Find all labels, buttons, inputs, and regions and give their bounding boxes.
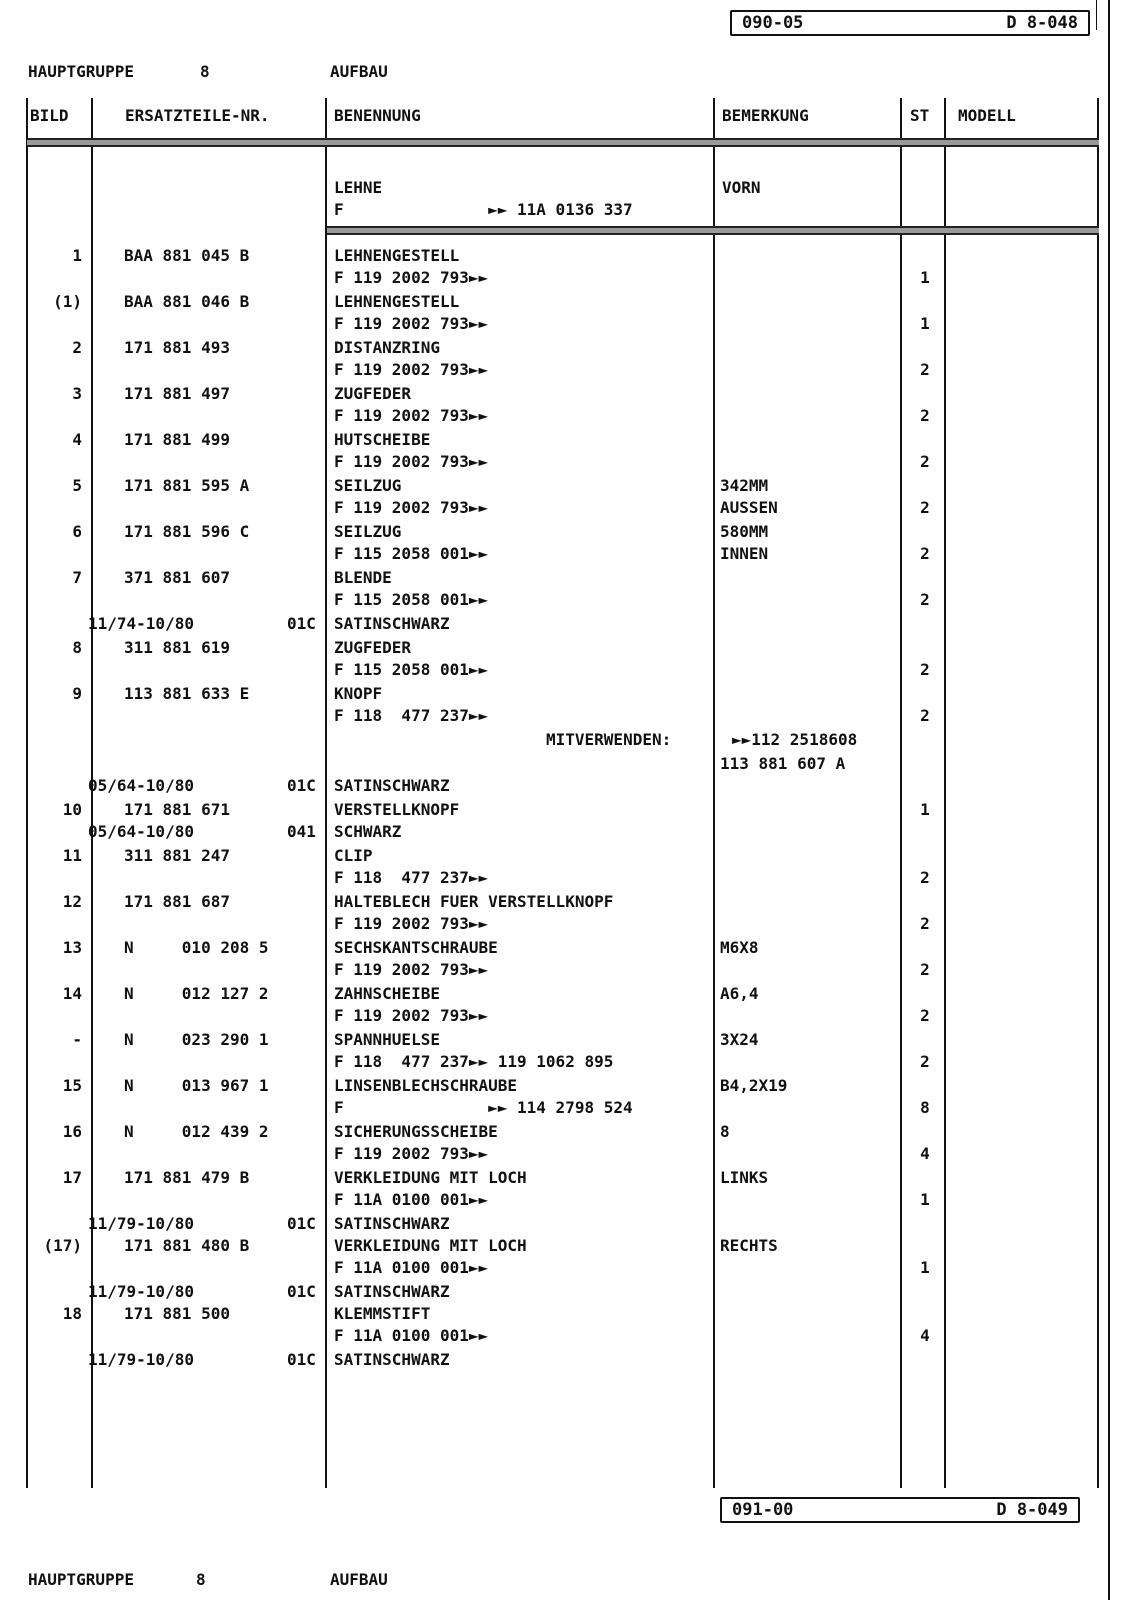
color-line-1-code: 01C xyxy=(287,614,316,633)
col-header-bild: BILD xyxy=(30,106,69,125)
group-label: HAUPTGRUPPE xyxy=(28,62,134,81)
row-6-part-number: 171 881 595 A xyxy=(124,476,250,495)
row-8-part-number: 371 881 607 xyxy=(124,568,230,587)
row-7-part-number: 171 881 596 C xyxy=(124,522,250,541)
row-6-remark-1: 342MM xyxy=(720,476,769,495)
row-10-bild: 9 xyxy=(72,684,82,703)
section-remark: VORN xyxy=(722,178,761,197)
row-3-quantity: 2 xyxy=(920,360,930,379)
row-17-remark-1: B4,2X19 xyxy=(720,1076,788,1095)
row-8-range: F 115 2058 001►► xyxy=(334,590,489,609)
row-8-quantity: 2 xyxy=(920,590,930,609)
row-6-range: F 119 2002 793►► xyxy=(334,498,489,517)
row-11-designation: VERSTELLKNOPF xyxy=(334,800,460,819)
binding-mark xyxy=(1096,0,1097,30)
row-13-range: F 119 2002 793►► xyxy=(334,914,489,933)
row-12-range: F 118 477 237►► xyxy=(334,868,489,887)
row-16-remark-1: 3X24 xyxy=(720,1030,759,1049)
row-6-quantity: 2 xyxy=(920,498,930,517)
row-5-bild: 4 xyxy=(72,430,82,449)
row-7-quantity: 2 xyxy=(920,544,930,563)
row-4-range: F 119 2002 793►► xyxy=(334,406,489,425)
row-9-bild: 8 xyxy=(72,638,82,657)
row-2-part-number: BAA 881 046 B xyxy=(124,292,250,311)
color-line-6-name: SATINSCHWARZ xyxy=(334,1350,450,1369)
row-10-part-number: 113 881 633 E xyxy=(124,684,250,703)
row-17-part-number: N 013 967 1 xyxy=(124,1076,269,1095)
row-2-range: F 119 2002 793►► xyxy=(334,314,489,333)
row-18-bild: 16 xyxy=(62,1122,82,1141)
row-1-designation: LEHNENGESTELL xyxy=(334,246,460,265)
row-14-range: F 119 2002 793►► xyxy=(334,960,489,979)
row-17-bild: 15 xyxy=(62,1076,82,1095)
row-18-designation: SICHERUNGSSCHEIBE xyxy=(334,1122,498,1141)
row-17-quantity: 8 xyxy=(920,1098,930,1117)
col-header-remark: BEMERKUNG xyxy=(722,106,809,125)
row-16-bild: - xyxy=(72,1030,82,1049)
row-20-quantity: 1 xyxy=(920,1258,930,1277)
color-line-4-dates: 11/79-10/80 xyxy=(88,1214,194,1233)
row-14-remark-1: M6X8 xyxy=(720,938,759,957)
row-1-range: F 119 2002 793►► xyxy=(334,268,489,287)
row-19-remark-1: LINKS xyxy=(720,1168,769,1187)
color-line-6-code: 01C xyxy=(287,1350,316,1369)
row-4-bild: 3 xyxy=(72,384,82,403)
mitverwenden-reference: ►►112 2518608 xyxy=(732,730,858,749)
row-15-bild: 14 xyxy=(62,984,82,1003)
row-5-quantity: 2 xyxy=(920,452,930,471)
row-14-quantity: 2 xyxy=(920,960,930,979)
color-line-6-dates: 11/79-10/80 xyxy=(88,1350,194,1369)
row-19-quantity: 1 xyxy=(920,1190,930,1209)
row-11-bild: 10 xyxy=(62,800,82,819)
row-10-range: F 118 477 237►► xyxy=(334,706,489,725)
row-16-part-number: N 023 290 1 xyxy=(124,1030,269,1049)
row-2-bild: (1) xyxy=(53,292,82,311)
row-12-quantity: 2 xyxy=(920,868,930,887)
row-6-designation: SEILZUG xyxy=(334,476,402,495)
row-9-quantity: 2 xyxy=(920,660,930,679)
row-6-bild: 5 xyxy=(72,476,82,495)
row-7-range: F 115 2058 001►► xyxy=(334,544,489,563)
row-3-bild: 2 xyxy=(72,338,82,357)
bottom-reference-box xyxy=(720,1497,1080,1523)
row-7-remark-1: 580MM xyxy=(720,522,769,541)
row-5-part-number: 171 881 499 xyxy=(124,430,230,449)
color-line-3-code: 041 xyxy=(287,822,316,841)
row-13-quantity: 2 xyxy=(920,914,930,933)
group-number: 8 xyxy=(200,62,210,81)
color-line-5-code: 01C xyxy=(287,1282,316,1301)
row-17-designation: LINSENBLECHSCHRAUBE xyxy=(334,1076,518,1095)
row-1-quantity: 1 xyxy=(920,268,930,287)
row-11-part-number: 171 881 671 xyxy=(124,800,230,819)
row-18-range: F 119 2002 793►► xyxy=(334,1144,489,1163)
row-20-remark-1: RECHTS xyxy=(720,1236,778,1255)
footer-group-label: HAUPTGRUPPE xyxy=(28,1570,134,1589)
row-6-remark-2: AUSSEN xyxy=(720,498,778,517)
col-divider-right xyxy=(1097,98,1099,1488)
col-divider-nr xyxy=(325,98,327,1488)
row-10-quantity: 2 xyxy=(920,706,930,725)
section-range: F ►► 11A 0136 337 xyxy=(334,200,633,219)
row-14-bild: 13 xyxy=(62,938,82,957)
row-21-designation: KLEMMSTIFT xyxy=(334,1304,431,1323)
row-21-part-number: 171 881 500 xyxy=(124,1304,230,1323)
row-14-part-number: N 010 208 5 xyxy=(124,938,269,957)
row-13-part-number: 171 881 687 xyxy=(124,892,230,911)
col-divider-remark xyxy=(900,98,902,1488)
row-9-designation: ZUGFEDER xyxy=(334,638,412,657)
row-9-part-number: 311 881 619 xyxy=(124,638,230,657)
row-20-bild: (17) xyxy=(43,1236,82,1255)
footer-group-title: AUFBAU xyxy=(330,1570,388,1589)
group-title: AUFBAU xyxy=(330,62,388,81)
row-16-range: F 118 477 237►► 119 1062 895 xyxy=(334,1052,614,1071)
row-21-bild: 18 xyxy=(62,1304,82,1323)
col-header-model: MODELL xyxy=(958,106,1016,125)
row-2-designation: LEHNENGESTELL xyxy=(334,292,460,311)
row-9-range: F 115 2058 001►► xyxy=(334,660,489,679)
mitverwenden-part: 113 881 607 A xyxy=(720,754,846,773)
row-1-bild: 1 xyxy=(72,246,82,265)
row-11-quantity: 1 xyxy=(920,800,930,819)
row-16-designation: SPANNHUELSE xyxy=(334,1030,440,1049)
row-4-designation: ZUGFEDER xyxy=(334,384,412,403)
row-7-bild: 6 xyxy=(72,522,82,541)
row-7-remark-2: INNEN xyxy=(720,544,769,563)
row-10-designation: KNOPF xyxy=(334,684,383,703)
row-2-quantity: 1 xyxy=(920,314,930,333)
row-15-remark-1: A6,4 xyxy=(720,984,759,1003)
footer-group-number: 8 xyxy=(196,1570,206,1589)
col-header-part-number: ERSATZTEILE-NR. xyxy=(125,106,270,125)
bottom-ref-code: 091-00 xyxy=(732,1500,794,1520)
row-5-range: F 119 2002 793►► xyxy=(334,452,489,471)
row-5-designation: HUTSCHEIBE xyxy=(334,430,431,449)
row-12-bild: 11 xyxy=(62,846,82,865)
row-16-quantity: 2 xyxy=(920,1052,930,1071)
col-divider-name xyxy=(713,98,715,1488)
row-7-designation: SEILZUG xyxy=(334,522,402,541)
row-19-designation: VERKLEIDUNG MIT LOCH xyxy=(334,1168,527,1187)
color-line-4-name: SATINSCHWARZ xyxy=(334,1214,450,1233)
row-15-range: F 119 2002 793►► xyxy=(334,1006,489,1025)
row-3-part-number: 171 881 493 xyxy=(124,338,230,357)
color-line-1-dates: 11/74-10/80 xyxy=(88,614,194,633)
section-rule xyxy=(327,226,1099,235)
row-4-part-number: 171 881 497 xyxy=(124,384,230,403)
row-12-designation: CLIP xyxy=(334,846,373,865)
row-21-quantity: 4 xyxy=(920,1326,930,1345)
color-line-2-code: 01C xyxy=(287,776,316,795)
color-line-3-name: SCHWARZ xyxy=(334,822,402,841)
bottom-ref-page: D 8-049 xyxy=(996,1500,1068,1520)
row-19-bild: 17 xyxy=(62,1168,82,1187)
row-18-remark-1: 8 xyxy=(720,1122,730,1141)
header-rule xyxy=(27,138,1099,147)
row-19-range: F 11A 0100 001►► xyxy=(334,1190,489,1209)
row-15-designation: ZAHNSCHEIBE xyxy=(334,984,440,1003)
color-line-2-dates: 05/64-10/80 xyxy=(88,776,194,795)
row-13-designation: HALTEBLECH FUER VERSTELLKNOPF xyxy=(334,892,614,911)
row-8-bild: 7 xyxy=(72,568,82,587)
col-header-quantity: ST xyxy=(910,106,930,125)
row-12-part-number: 311 881 247 xyxy=(124,846,230,865)
mitverwenden-label: MITVERWENDEN: xyxy=(546,730,672,749)
row-20-range: F 11A 0100 001►► xyxy=(334,1258,489,1277)
color-line-1-name: SATINSCHWARZ xyxy=(334,614,450,633)
row-14-designation: SECHSKANTSCHRAUBE xyxy=(334,938,498,957)
row-20-part-number: 171 881 480 B xyxy=(124,1236,250,1255)
row-3-designation: DISTANZRING xyxy=(334,338,440,357)
col-header-designation: BENENNUNG xyxy=(334,106,421,125)
page-right-border xyxy=(1108,0,1110,1600)
row-13-bild: 12 xyxy=(62,892,82,911)
top-ref-code: 090-05 xyxy=(742,13,804,33)
row-4-quantity: 2 xyxy=(920,406,930,425)
section-name: LEHNE xyxy=(334,178,383,197)
row-19-part-number: 171 881 479 B xyxy=(124,1168,250,1187)
color-line-3-dates: 05/64-10/80 xyxy=(88,822,194,841)
row-3-range: F 119 2002 793►► xyxy=(334,360,489,379)
row-21-range: F 11A 0100 001►► xyxy=(334,1326,489,1345)
top-ref-page: D 8-048 xyxy=(1006,13,1078,33)
color-line-5-name: SATINSCHWARZ xyxy=(334,1282,450,1301)
col-divider-left xyxy=(26,98,28,1488)
row-18-part-number: N 012 439 2 xyxy=(124,1122,269,1141)
row-15-part-number: N 012 127 2 xyxy=(124,984,269,1003)
row-17-range: F ►► 114 2798 524 xyxy=(334,1098,633,1117)
color-line-4-code: 01C xyxy=(287,1214,316,1233)
col-divider-st xyxy=(944,98,946,1488)
row-1-part-number: BAA 881 045 B xyxy=(124,246,250,265)
color-line-5-dates: 11/79-10/80 xyxy=(88,1282,194,1301)
row-15-quantity: 2 xyxy=(920,1006,930,1025)
color-line-2-name: SATINSCHWARZ xyxy=(334,776,450,795)
top-reference-box xyxy=(730,10,1090,36)
row-20-designation: VERKLEIDUNG MIT LOCH xyxy=(334,1236,527,1255)
row-18-quantity: 4 xyxy=(920,1144,930,1163)
row-8-designation: BLENDE xyxy=(334,568,392,587)
